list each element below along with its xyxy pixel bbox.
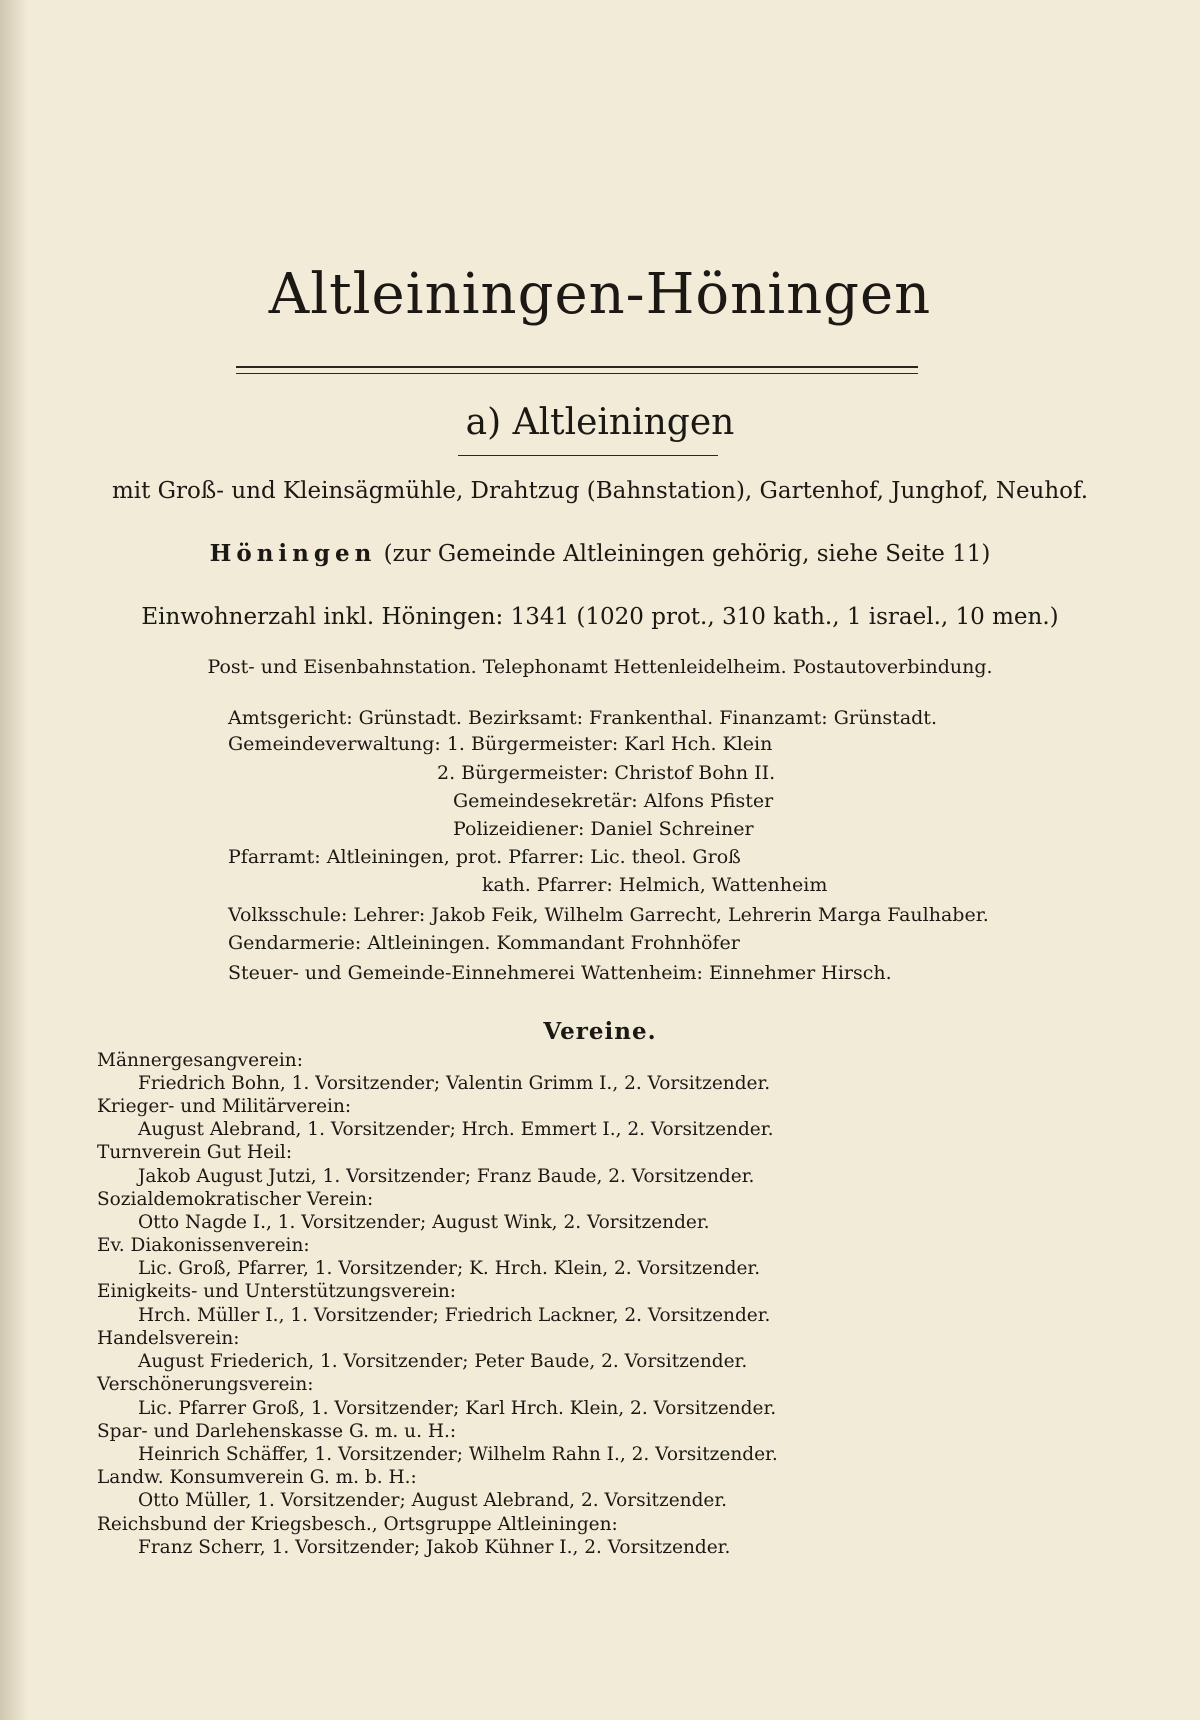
club-officers: Lic. Groß, Pfarrer, 1. Vorsitzender; K. Hrch. Klein, 2. Vorsitzender. <box>138 1258 761 1279</box>
club-name: Sozialdemokratischer Verein: <box>97 1189 374 1210</box>
official-line: Steuer- und Gemeinde-Einnehmerei Wattenheim: Einnehmer Hirsch. <box>228 962 892 984</box>
club-name: Einigkeits- und Unterstützungsverein: <box>97 1281 456 1302</box>
club-officers: August Alebrand, 1. Vorsitzender; Hrch. Emmert I., 2. Vorsitzender. <box>138 1119 774 1140</box>
club-name: Krieger- und Militärverein: <box>97 1096 352 1117</box>
club-officers: Lic. Pfarrer Groß, 1. Vorsitzender; Karl Hrch. Klein, 2. Vorsitzender. <box>138 1398 777 1419</box>
title-rule-second <box>236 373 918 374</box>
club-officers: August Friederich, 1. Vorsitzender; Peter Baude, 2. Vorsitzender. <box>138 1351 748 1372</box>
club-officers: Franz Scherr, 1. Vorsitzender; Jakob Kühner I., 2. Vorsitzender. <box>138 1537 731 1558</box>
club-officers: Friedrich Bohn, 1. Vorsitzender; Valentin Grimm I., 2. Vorsitzender. <box>138 1073 771 1094</box>
intro-line-hoeningen <box>0 540 1200 567</box>
official-line: Gemeindeverwaltung: 1. Bürgermeister: Karl Hch. Klein <box>228 733 773 755</box>
title-rule <box>236 366 918 368</box>
club-officers: Heinrich Schäffer, 1. Vorsitzender; Wilhelm Rahn I., 2. Vorsitzender. <box>138 1444 778 1465</box>
official-line: Polizeidiener: Daniel Schreiner <box>453 818 754 840</box>
subtitle-rule <box>458 455 718 456</box>
page-binding-edge <box>0 0 28 1720</box>
club-name: Verschönerungsverein: <box>97 1374 314 1395</box>
official-line: Gendarmerie: Altleiningen. Kommandant Frohnhöfer <box>228 932 740 954</box>
official-line: 2. Bürgermeister: Christof Bohn II. <box>437 762 776 784</box>
vereine-heading: Vereine. <box>543 1018 657 1045</box>
intro-line-post: Post- und Eisenbahnstation. Telephonamt Hettenleidelheim. Postautoverbindung. <box>207 656 993 678</box>
intro-line-localities: mit Groß- und Kleinsägmühle, Drahtzug (Bahnstation), Gartenhof, Junghof, Neuhof. <box>111 478 1089 504</box>
club-name: Männergesangverein: <box>97 1050 303 1071</box>
club-officers: Jakob August Jutzi, 1. Vorsitzender; Franz Baude, 2. Vorsitzender. <box>138 1166 755 1187</box>
hoeningen-name: Höningen <box>209 540 377 567</box>
club-name: Reichsbund der Kriegsbesch., Ortsgruppe Altleiningen: <box>97 1514 618 1535</box>
official-line: Volksschule: Lehrer: Jakob Feik, Wilhelm Garrecht, Lehrerin Marga Faulhaber. <box>228 904 989 926</box>
club-officers: Hrch. Müller I., 1. Vorsitzender; Friedrich Lackner, 2. Vorsitzender. <box>138 1305 771 1326</box>
club-officers: Otto Müller, 1. Vorsitzender; August Alebrand, 2. Vorsitzender. <box>138 1490 728 1511</box>
official-line: kath. Pfarrer: Helmich, Wattenheim <box>482 874 828 896</box>
club-officers: Otto Nagde I., 1. Vorsitzender; August Wink, 2. Vorsitzender. <box>138 1212 710 1233</box>
section-subtitle: a) Altleiningen <box>465 402 735 443</box>
hoeningen-note: (zur Gemeinde Altleiningen gehörig, siehe Seite 11) <box>376 541 991 567</box>
intro-line-population: Einwohnerzahl inkl. Höningen: 1341 (1020 prot., 310 kath., 1 israel., 10 men.) <box>141 604 1059 630</box>
club-name: Handelsverein: <box>97 1328 240 1349</box>
official-line: Gemeindesekretär: Alfons Pfister <box>453 790 774 812</box>
club-name: Spar- und Darlehenskasse G. m. u. H.: <box>97 1421 457 1442</box>
official-line: Pfarramt: Altleiningen, prot. Pfarrer: Lic. theol. Groß <box>228 846 741 868</box>
club-name: Ev. Diakonissenverein: <box>97 1235 310 1256</box>
club-name: Landw. Konsumverein G. m. b. H.: <box>97 1467 417 1488</box>
club-name: Turnverein Gut Heil: <box>97 1142 293 1163</box>
official-line: Amtsgericht: Grünstadt. Bezirksamt: Frankenthal. Finanzamt: Grünstadt. <box>228 707 937 729</box>
page-title: Altleiningen-Höningen <box>268 262 932 327</box>
